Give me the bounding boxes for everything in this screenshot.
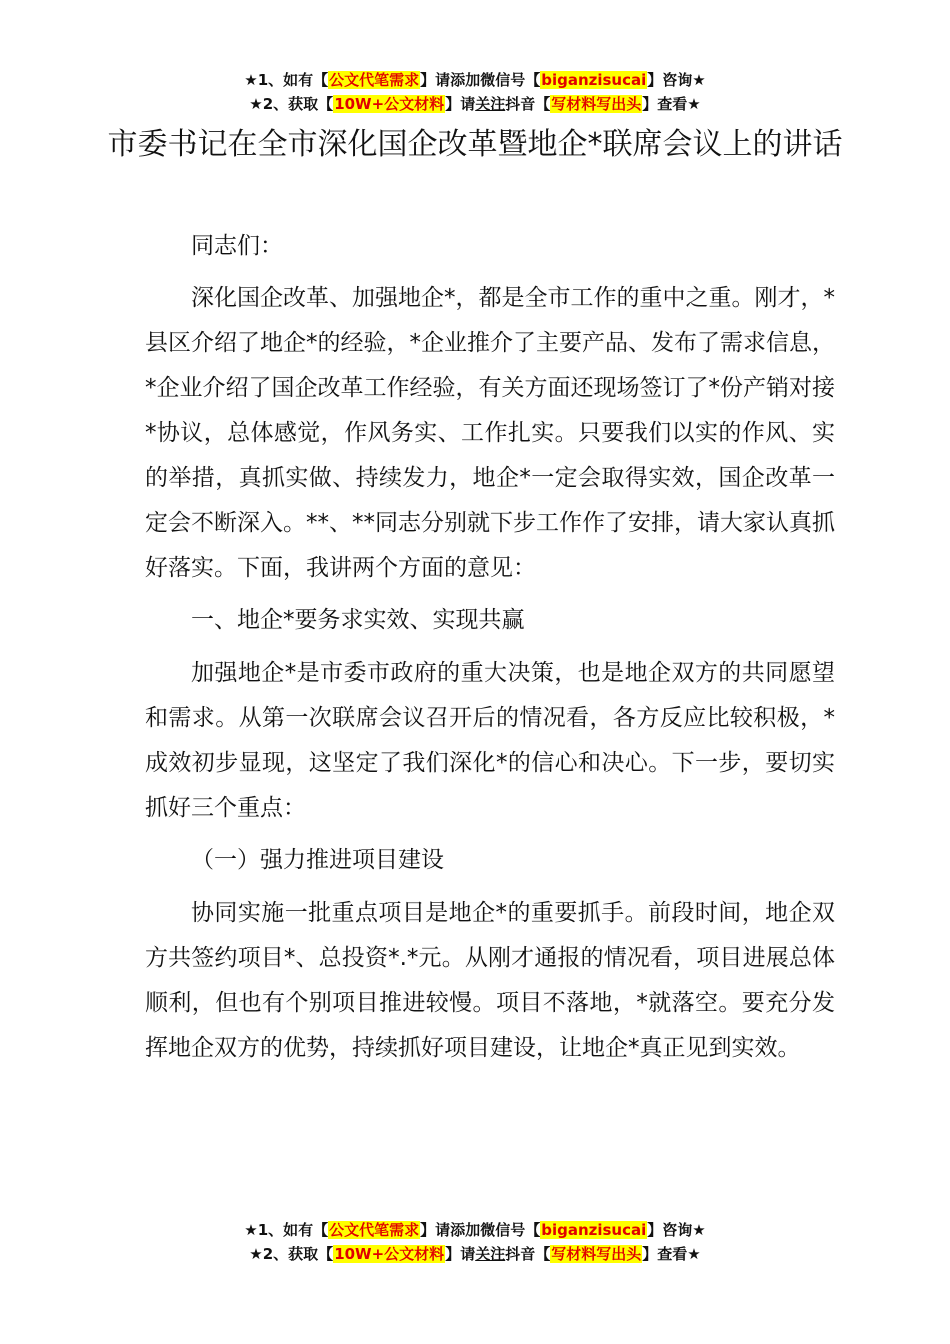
paragraph: 深化国企改革、加强地企*，都是全市工作的重中之重。刚才，*县区介绍了地企*的经验，*企业推介了主要产品、发布了需求信息，*企业介绍了国企改革工作经验，有关方面还现场签订了*份产销对接*协议，总体感觉，作风务实、工作扎实。只要我们以实的作风、实的举措，真抓实做、持续发力，地企*一定会取得实效，国企改革一定会不断深入。**、**同志分别就下步工作作了安排，请大家认真抓好落实。下面，我讲两个方面的意见： — [145, 285, 835, 581]
subsection-heading: （一）强力推进项目建设 — [191, 847, 444, 873]
promo-text-emphasis: 加 — [465, 1221, 481, 1239]
promo-text: ★1、如有【 — [244, 71, 329, 89]
paragraph: 协同实施一批重点项目是地企*的重要抓手。前段时间，地企双方共签约项目*、总投资*.*元。从刚才通报的情况看，项目进展总体顺利，但也有个别项目推进较慢。项目不落地，*就落空。要充分发挥地企双方的优势，持续抓好项目建设，让地企*真正见到实效。 — [145, 900, 835, 1061]
promo-text: ★2、获取【 — [249, 1245, 334, 1263]
promo-wechat-id: biganzisucai — [541, 71, 647, 89]
promo-text: 】请添 — [420, 71, 466, 89]
promo-highlight: 10W+公文材料 — [334, 1245, 445, 1263]
paragraph: 加强地企*是市委市政府的重大决策，也是地企双方的共同愿望和需求。从第一次联席会议召开后的情况看，各方反应比较积极，*成效初步显现，这坚定了我们深化*的信心和决心。下一步，要切实抓好三个重点： — [145, 660, 835, 821]
promo-text: 】查看★ — [642, 95, 701, 113]
promo-douyin-id: 写材料写出头 — [551, 1245, 642, 1263]
promo-text: 】咨询★ — [647, 1221, 706, 1239]
promo-highlight: 公文代笔需求 — [329, 1221, 420, 1239]
promo-text: 抖音【 — [505, 1245, 551, 1263]
promo-text: ★2、获取【 — [249, 95, 334, 113]
promo-wechat-id: biganzisucai — [541, 1221, 647, 1239]
promo-text: 微信号【 — [480, 71, 541, 89]
promo-douyin-id: 写材料写出头 — [551, 95, 642, 113]
promo-banner-top — [0, 68, 950, 116]
promo-line-1 — [0, 68, 950, 92]
promo-text: ★1、如有【 — [244, 1221, 329, 1239]
promo-text: 】查看★ — [642, 1245, 701, 1263]
promo-text: 】请 — [445, 95, 476, 113]
promo-banner-bottom — [0, 1218, 950, 1266]
promo-highlight: 公文代笔需求 — [329, 71, 420, 89]
promo-text: 】请添 — [420, 1221, 466, 1239]
promo-text-emphasis: 加 — [465, 71, 481, 89]
document-body — [145, 224, 835, 1078]
promo-highlight: 10W+公文材料 — [334, 95, 445, 113]
section-heading: 一、地企*要务求实效、实现共赢 — [191, 607, 525, 633]
promo-text-emphasis: 关注 — [475, 1245, 506, 1263]
promo-text-emphasis: 关注 — [475, 95, 506, 113]
promo-line-2 — [0, 1242, 950, 1266]
promo-text: 微信号【 — [480, 1221, 541, 1239]
document-title: 市委书记在全市深化国企改革暨地企*联席会议上的讲话 — [107, 127, 843, 162]
promo-line-1 — [0, 1218, 950, 1242]
promo-text: 】咨询★ — [647, 71, 706, 89]
promo-text: 抖音【 — [505, 95, 551, 113]
promo-text: 】请 — [445, 1245, 476, 1263]
salutation: 同志们： — [191, 233, 283, 259]
promo-line-2 — [0, 92, 950, 116]
